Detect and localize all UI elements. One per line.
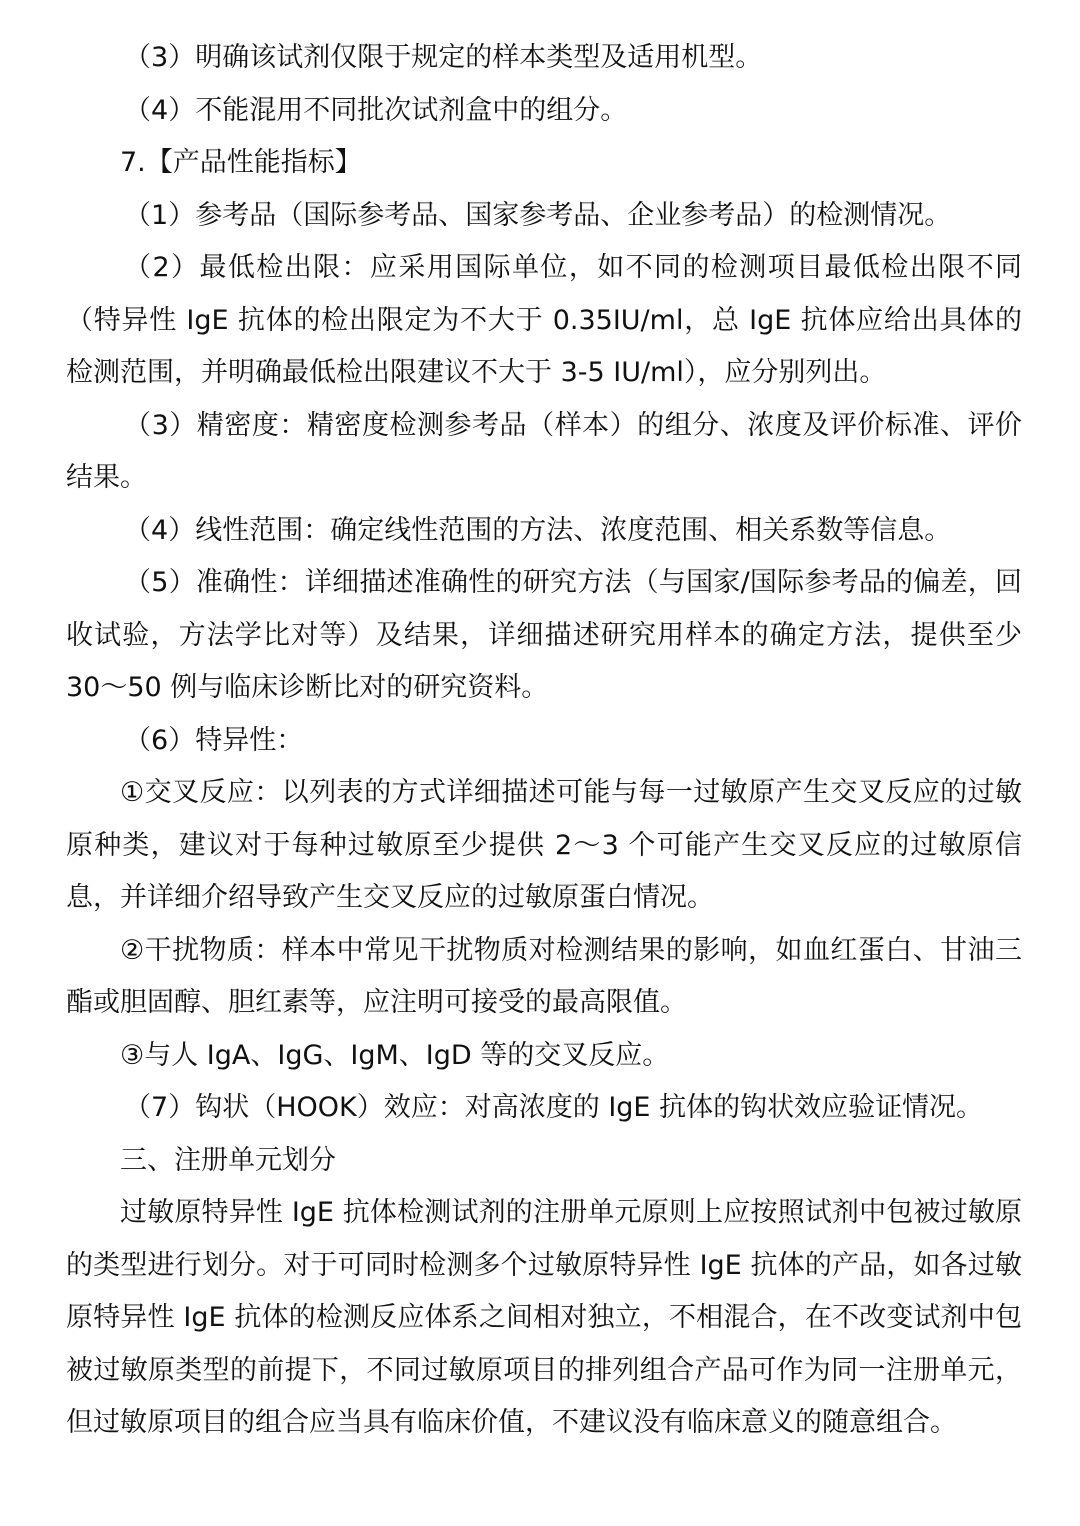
document-body	[66, 32, 1022, 1450]
paragraph-specificity: （6）特异性：	[124, 724, 304, 756]
paragraph-immunoglobulin-cross-reaction: ③与人 IgA、IgG、IgM、IgD 等的交叉反应。	[120, 1039, 670, 1071]
paragraph-item-4-no-mixing: （4）不能混用不同批次试剂盒中的组分。	[124, 94, 628, 126]
paragraph-detection-limit: （2）最低检出限：应采用国际单位，如不同的检测项目最低检出限不同（特异性 IgE 抗体的检出限定为不大于 0.35IU/ml，总 IgE 抗体应给出具体的检测范围，并明确最低检出限建议不大于 3-5 IU/ml），应分别列出。	[66, 252, 1022, 388]
section-heading-registration-unit: 三、注册单元划分	[120, 1144, 336, 1176]
paragraph-cross-reaction: ①交叉反应：以列表的方式详细描述可能与每一过敏原产生交叉反应的过敏原种类，建议对于每种过敏原至少提供 2～3 个可能产生交叉反应的过敏原信息，并详细介绍导致产生交叉反应的过敏原蛋白情况。	[66, 777, 1022, 913]
paragraph-reference-materials: （1）参考品（国际参考品、国家参考品、企业参考品）的检测情况。	[124, 199, 952, 231]
paragraph-hook-effect: （7）钩状（HOOK）效应：对高浓度的 IgE 抗体的钩状效应验证情况。	[124, 1092, 984, 1123]
section-heading-performance: 7.【产品性能指标】	[120, 147, 362, 178]
paragraph-interference: ②干扰物质：样本中常见干扰物质对检测结果的影响，如血红蛋白、甘油三酯或胆固醇、胆红素等，应注明可接受的最高限值。	[66, 934, 1022, 1018]
paragraph-precision: （3）精密度：精密度检测参考品（样本）的组分、浓度及评价标准、评价结果。	[66, 409, 1022, 493]
paragraph-registration-unit-body: 过敏原特异性 IgE 抗体检测试剂的注册单元原则上应按照试剂中包被过敏原的类型进行划分。对于可同时检测多个过敏原特异性 IgE 抗体的产品，如各过敏原特异性 IgE 抗体的检测反应体系之间相对独立，不相混合，在不改变试剂中包被过敏原类型的前提下，不同过敏原项目的排列组合产品可作为同一注册单元，但过敏原项目的组合应当具有临床价值，不建议没有临床意义的随意组合。	[66, 1197, 1022, 1438]
paragraph-accuracy: （5）准确性：详细描述准确性的研究方法（与国家/国际参考品的偏差，回收试验，方法学比对等）及结果，详细描述研究用样本的确定方法，提供至少 30～50 例与临床诊断比对的研究资料。	[66, 567, 1022, 703]
paragraph-linear-range: （4）线性范围：确定线性范围的方法、浓度范围、相关系数等信息。	[124, 514, 952, 546]
paragraph-item-3-sample-type: （3）明确该试剂仅限于规定的样本类型及适用机型。	[124, 42, 763, 73]
